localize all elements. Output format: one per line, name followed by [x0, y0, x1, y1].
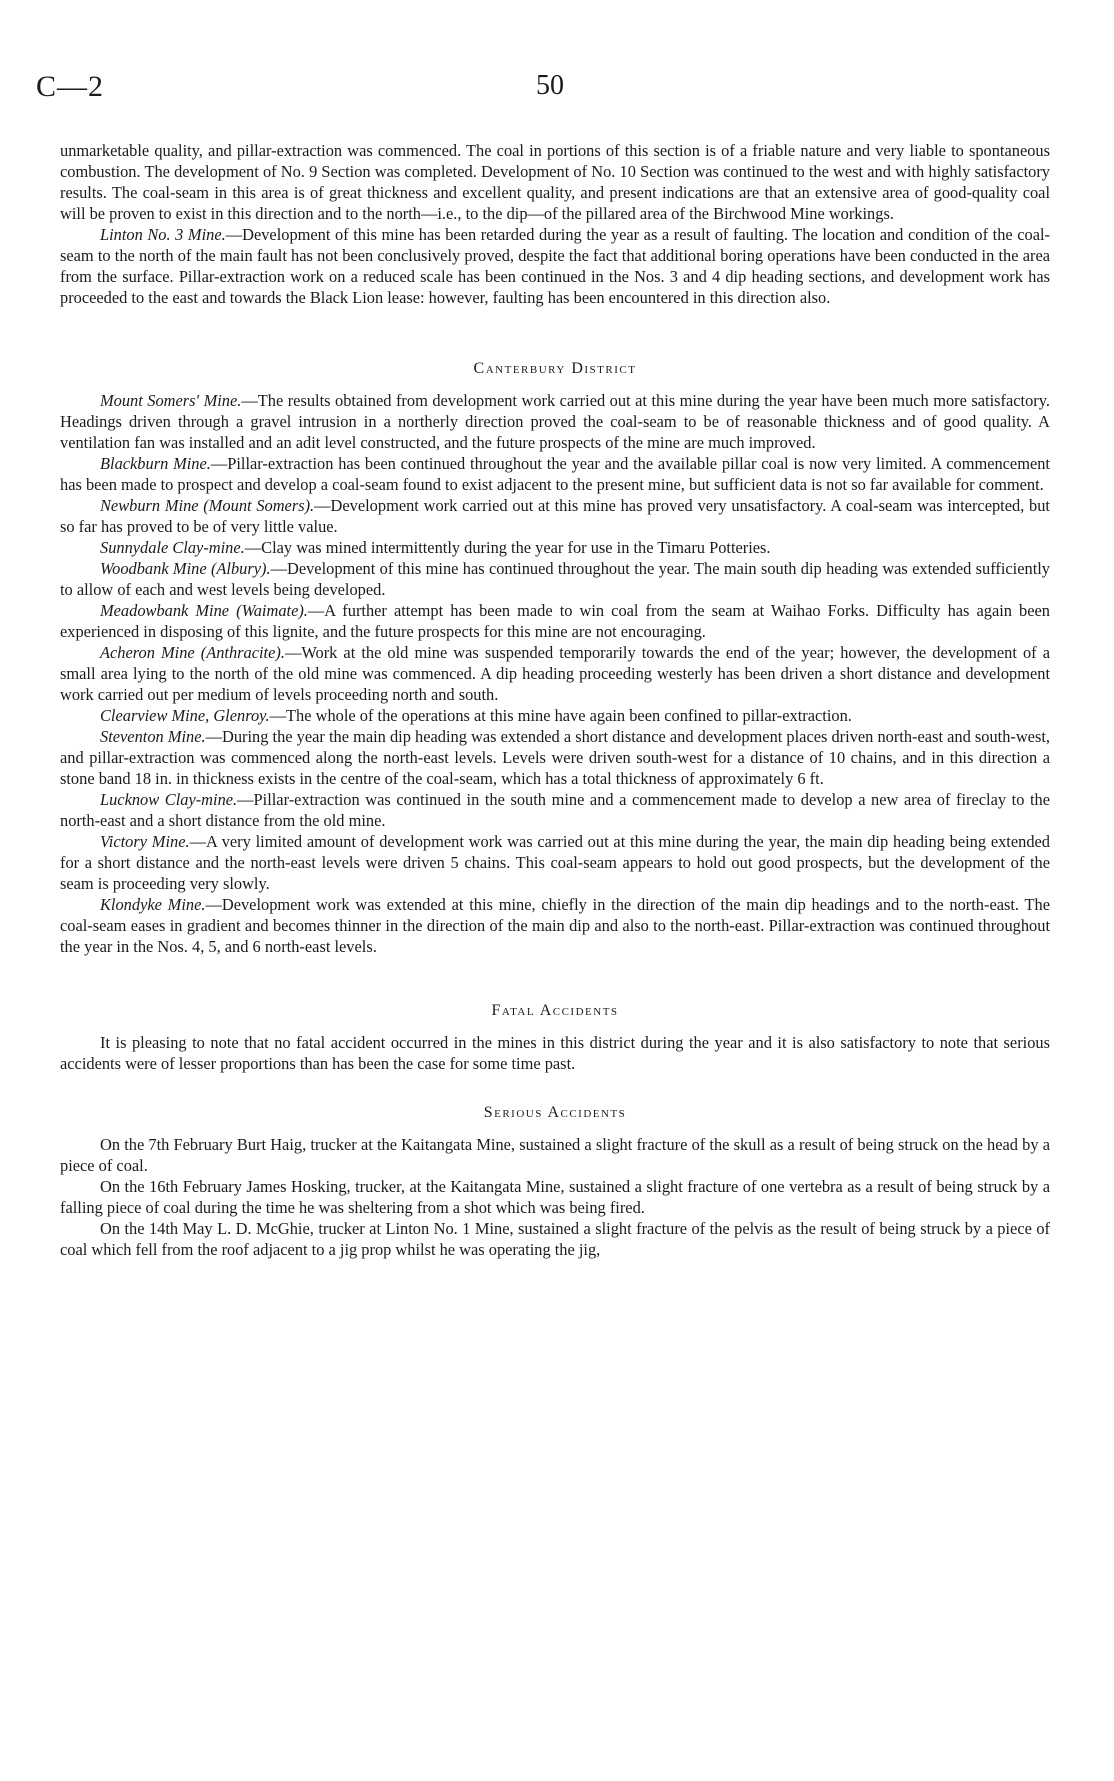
mine-text: —The whole of the operations at this mine have again been confined to pillar-extraction.: [269, 706, 852, 725]
mine-text: —Pillar-extraction has been continued throughout the year and the available pillar coal is now very limited. A commencement has been made to prospect and develop a coal-seam found to exist adjacent to the present mine, but sufficient data is not so far available for comment.: [60, 454, 1050, 494]
paragraph-newburn: [60, 495, 1050, 537]
paragraph-fatal-accidents: It is pleasing to note that no fatal accident occurred in the mines in this district during the year and it is also satisfactory to note that serious accidents were of lesser proportions than has been the case for some time past.: [60, 1033, 1050, 1073]
page-number: 50: [536, 70, 564, 101]
mine-title: Linton No. 3 Mine.: [100, 225, 226, 244]
mine-text: —During the year the main dip heading was extended a short distance and development places driven north-east and south-west, and pillar-extraction was commenced along the north-east levels. Levels were driven south-west for a distance of 10 chains, and in this direction a stone band 18 in. in thickness exists in the centre of the coal-seam, which has a total thickness of approximately 6 ft.: [60, 727, 1050, 788]
mine-text: —Development of this mine has been retarded during the year as a result of faulting. The location and condition of the coal-seam to the north of the main fault has not been conclusively proved, despite the fact that additional boring operations have been conducted in the area from the surface. Pillar-extraction work on a reduced scale has been continued in the Nos. 3 and 4 dip heading sections, and development work has proceeded to the east and towards the Black Lion lease: however, faulting has been encountered in this direction also.: [60, 225, 1050, 307]
paragraph-blackburn: [60, 453, 1050, 495]
paragraph-linton-no-3: [60, 224, 1050, 308]
paragraph-victory: [60, 831, 1050, 894]
mine-title: Newburn Mine (Mount Somers).: [100, 496, 315, 515]
mine-title: Victory Mine.: [100, 832, 190, 851]
paragraph-meadowbank: [60, 600, 1050, 642]
mine-title: Meadowbank Mine (Waimate).: [100, 601, 308, 620]
mine-title: Acheron Mine (Anthracite).: [100, 643, 285, 662]
paragraph-lucknow: [60, 789, 1050, 831]
paragraph-clearview: [60, 705, 1050, 726]
mine-text: —A very limited amount of development work was carried out at this mine during the year, the main dip heading being extended for a short distance and the north-east levels were driven 5 chains. This coal-seam appears to hold out good prospects, but the development of the seam is proceeding very slowly.: [60, 832, 1050, 893]
paragraph-mount-somers: [60, 390, 1050, 453]
mine-title: Clearview Mine, Glenroy.: [100, 706, 270, 725]
mine-title: Woodbank Mine (Albury).: [100, 559, 271, 578]
document-reference: C—2: [36, 70, 105, 103]
paragraph-steventon: [60, 726, 1050, 789]
paragraph-sunnydale: [60, 537, 1050, 558]
mine-text: —Development of this mine has continued throughout the year. The main south dip heading was extended sufficiently to allow of each and west levels being developed.: [60, 559, 1051, 599]
mine-text: —Pillar-extraction was continued in the south mine and a commencement made to develop a new area of fireclay to the north-east and a short distance from the old mine.: [60, 790, 1050, 830]
mine-title: Steventon Mine.: [100, 727, 206, 746]
mine-text: —Development work was extended at this mine, chiefly in the direction of the main dip headings and to the north-east. The coal-seam eases in gradient and becomes thinner in the direction of the main dip and also to the north-east. Pillar-extraction was continued throughout the year in the Nos. 4, 5, and 6 north-east levels.: [60, 895, 1050, 956]
mine-text: —Work at the old mine was suspended temporarily towards the end of the year; however, the development of a small area lying to the north of the old mine was commenced. A dip heading proceeding westerly has been driven a short distance and development work carried out per medium of levels proceeding north and south.: [60, 643, 1050, 704]
paragraph-woodbank: [60, 558, 1050, 600]
mine-text: —A further attempt has been made to win coal from the seam at Waihao Forks. Difficulty has again been experienced in disposing of this lignite, and the future prospects for this mine are not encouraging.: [60, 601, 1050, 641]
mine-text: —The results obtained from development work carried out at this mine during the year have been much more satisfactory. Headings driven through a gravel intrusion in a northerly direction proved the coal-seam to be of reasonable thickness and of good quality. A ventilation fan was installed and an adit level constructed, and the future prospects of the mine are much improved.: [60, 391, 1050, 452]
paragraph-klondyke: [60, 894, 1050, 957]
heading-canterbury-district: Canterbury District: [473, 360, 637, 377]
mine-text: —Clay was mined intermittently during the year for use in the Timaru Potteries.: [244, 538, 771, 557]
heading-fatal-accidents: Fatal Accidents: [491, 1002, 619, 1019]
mine-title: Lucknow Clay-mine.: [100, 790, 238, 809]
paragraph-accident-mcghie: On the 14th May L. D. McGhie, trucker at Linton No. 1 Mine, sustained a slight fracture of the pelvis as the result of being struck by a piece of coal which fell from the roof adjacent to a jig prop whilst he was operating the jig,: [60, 1219, 1050, 1259]
paragraph-accident-haig: On the 7th February Burt Haig, trucker at the Kaitangata Mine, sustained a slight fracture of the skull as a result of being struck on the head by a piece of coal.: [60, 1135, 1050, 1175]
paragraph-accident-hosking: On the 16th February James Hosking, trucker, at the Kaitangata Mine, sustained a slight fracture of one vertebra as a result of being struck by a falling piece of coal during the time he was sheltering from a shot which was being fired.: [60, 1177, 1050, 1217]
paragraph-acheron: [60, 642, 1050, 705]
paragraph-continued: unmarketable quality, and pillar-extraction was commenced. The coal in portions of this section is of a friable nature and very liable to spontaneous combustion. The development of No. 9 Section was completed. Development of No. 10 Section was continued to the west and with highly satisfactory results. The coal-seam in this area is of great thickness and excellent quality, and present indications are that an extensive area of good-quality coal will be proven to exist in this direction and to the north—i.e., to the dip—of the pillared area of the Birchwood Mine workings.: [60, 141, 1050, 223]
mine-title: Blackburn Mine.: [100, 454, 211, 473]
document-body: [60, 140, 1050, 1260]
mine-title: Sunnydale Clay-mine.: [100, 538, 245, 557]
mine-title: Klondyke Mine.: [100, 895, 206, 914]
mine-title: Mount Somers' Mine.: [100, 391, 242, 410]
mine-text: —Development work carried out at this mine has proved very unsatisfactory. A coal-seam was intercepted, but so far has proved to be of very little value.: [60, 496, 1050, 536]
heading-serious-accidents: Serious Accidents: [483, 1104, 627, 1121]
